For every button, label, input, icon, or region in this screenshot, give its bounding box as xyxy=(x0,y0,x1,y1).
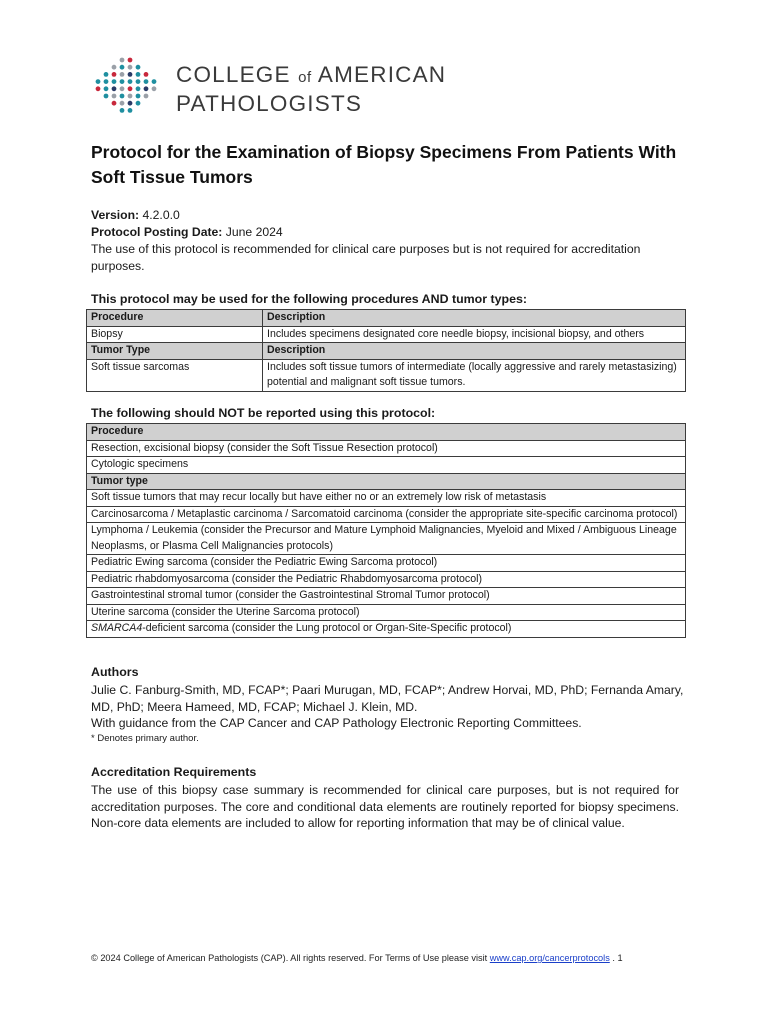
protocol-meta xyxy=(91,207,691,275)
authors-heading: Authors xyxy=(91,665,139,679)
table-header-row: Procedure Description xyxy=(87,310,686,327)
cancer-protocols-link[interactable]: www.cap.org/cancerprotocols xyxy=(489,953,610,963)
authors-names: Julie C. Fanburg-Smith, MD, FCAP*; Paari Murugan, MD, FCAP*; Andrew Horvai, MD, PhD; Fernanda Amary, MD, PhD; Meera Hameed, MD, FCAP; Michael J. Klein, MD. xyxy=(91,682,684,714)
table-row: Cytologic specimens xyxy=(87,457,686,474)
table-row: Soft tissue sarcomas Includes soft tissue tumors of intermediate (locally aggressive and rarely metastasizing) potential and malignant soft tissue tumors. xyxy=(87,359,686,391)
authors-section xyxy=(91,664,691,746)
cap-logo xyxy=(92,56,492,116)
cap-dot-logo-icon xyxy=(92,56,164,116)
table-row: Pediatric rhabdomyosarcoma (consider the Pediatric Rhabdomyosarcoma protocol) xyxy=(87,571,686,588)
accreditation-heading: Accreditation Requirements xyxy=(91,765,257,779)
procedures-heading: This protocol may be used for the following procedures AND tumor types: xyxy=(91,292,528,306)
table-row: SMARCA4-deficient sarcoma (consider the Lung protocol or Organ-Site-Specific protocol) xyxy=(87,621,686,638)
version-value: 4.2.0.0 xyxy=(142,208,180,222)
posting-date-value: June 2024 xyxy=(225,225,283,239)
table-row: Soft tissue tumors that may recur locally but have either no or an extremely low risk of metastasis xyxy=(87,490,686,507)
usage-statement: The use of this protocol is recommended for clinical care purposes but is not required for accreditation purposes. xyxy=(91,242,641,273)
version-label: Version: xyxy=(91,208,140,222)
table-row: Pediatric Ewing sarcoma (consider the Pediatric Ewing Sarcoma protocol) xyxy=(87,555,686,572)
table-row: Gastrointestinal stromal tumor (consider the Gastrointestinal Stromal Tumor protocol) xyxy=(87,588,686,605)
posting-date-label: Protocol Posting Date: xyxy=(91,225,223,239)
procedures-table xyxy=(86,309,686,392)
table-header-row: Procedure xyxy=(87,424,686,441)
table-row: Lymphoma / Leukemia (consider the Precursor and Mature Lymphoid Malignancies, Myeloid and Mixed / Ambiguous Lineage Neoplasms, or Plasma Cell Malignancies protocols) xyxy=(87,523,686,555)
table-row: Biopsy Includes specimens designated core needle biopsy, incisional biopsy, and others xyxy=(87,326,686,343)
authors-guidance: With guidance from the CAP Cancer and CAP Pathology Electronic Reporting Committees. xyxy=(91,716,582,731)
table-header-row: Tumor Type Description xyxy=(87,343,686,360)
accreditation-text: The use of this biopsy case summary is recommended for clinical care purposes, but is not required for accreditation purposes. The core and conditional data elements are routinely reported for biopsy specimens. Non-core data elements are included to allow for reporting information that may be of clinical value. xyxy=(91,782,679,831)
accreditation-section xyxy=(91,764,679,832)
table-row: Carcinosarcoma / Metaplastic carcinoma / Sarcomatoid carcinoma (consider the appropriate site-specific carcinoma protocol) xyxy=(87,506,686,523)
table-row: Resection, excisional biopsy (consider the Soft Tissue Resection protocol) xyxy=(87,440,686,457)
page-footer xyxy=(91,953,691,963)
document-title: Protocol for the Examination of Biopsy Specimens From Patients With Soft Tissue Tumors xyxy=(91,142,677,187)
not-reported-table xyxy=(86,423,686,638)
primary-author-note: * Denotes primary author. xyxy=(91,733,199,745)
table-row: Uterine sarcoma (consider the Uterine Sarcoma protocol) xyxy=(87,604,686,621)
page-number: . 1 xyxy=(612,953,623,963)
not-reported-heading: The following should NOT be reported using this protocol: xyxy=(91,406,436,420)
copyright-text: © 2024 College of American Pathologists (CAP). All rights reserved. For Terms of Use please visit xyxy=(91,953,488,963)
gene-name: SMARCA4 xyxy=(91,622,143,634)
cap-wordmark: COLLEGE of AMERICAN PATHOLOGISTS xyxy=(176,62,447,116)
table-header-row: Tumor type xyxy=(87,473,686,490)
